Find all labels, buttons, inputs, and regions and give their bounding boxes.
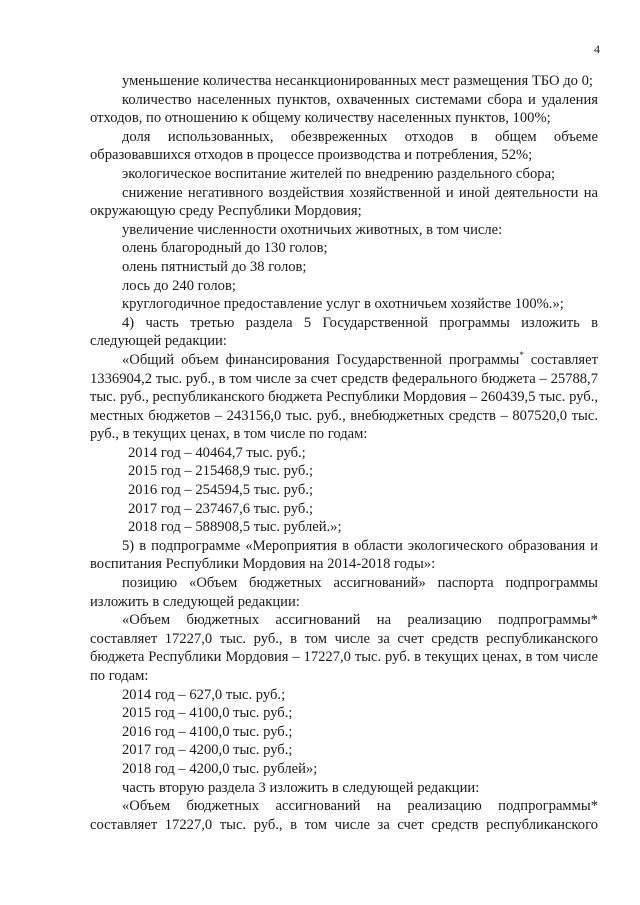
financing-paragraph: «Объем бюджетных ассигнований на реализацию подпрограммы* составляет 17227,0 тыс. руб., в том числе за счет средств республиканского — [90, 798, 598, 833]
paragraph: 4) часть третью раздела 5 Государственной программы изложить в следующей редакции: — [90, 314, 598, 350]
year-line: 2018 год – 588908,5 тыс. рублей.»; — [128, 519, 342, 536]
paragraph: лось до 240 голов; — [122, 277, 236, 294]
footnote-mark: * — [519, 350, 524, 361]
year-line: 2014 год – 40464,7 тыс. руб.; — [128, 444, 306, 461]
paragraph: доля использованных, обезвреженных отходов в общем объеме образовавшихся отходов в процессе производства и потребления, 52%; — [90, 128, 598, 164]
paragraph: олень благородный до 130 голов; — [122, 240, 328, 257]
paragraph: количество населенных пунктов, охваченных системами сбора и удаления отходов, по отношению к общему количеству населенных пунктов, 100%; — [90, 91, 598, 127]
year-line: 2014 год – 627,0 тыс. руб.; — [122, 686, 286, 703]
financing-text-after: составляет 1336904,2 тыс. руб., в том числе за счет средств федерального бюджета – 25788,7 тыс. руб., республиканского бюджета Республики Мордовия – 260439,5 тыс. руб., местных бюджетов – 243156,0 тыс. руб., внебюджетных средств – 807520,0 тыс. руб., в текущих ценах, в том числе по годам: — [90, 351, 598, 443]
financing-paragraph: «Объем бюджетных ассигнований на реализацию подпрограммы* составляет 17227,0 тыс. руб., в том числе за счет средств республиканского бюджета Республики Мордовия – 17227,0 тыс. руб. в текущих ценах, в том числе по годам: — [90, 612, 598, 684]
paragraph: олень пятнистый до 38 голов; — [122, 258, 307, 275]
paragraph: 5) в подпрограмме «Мероприятия в области экологического образования и воспитания Республики Мордовия на 2014-2018 годы»: — [90, 537, 598, 573]
year-line: 2017 год – 237467,6 тыс. руб.; — [128, 500, 314, 517]
paragraph: снижение негативного воздействия хозяйственной и иной деятельности на окружающую среду Республики Мордовия; — [90, 184, 598, 220]
year-line: 2016 год – 254594,5 тыс. руб.; — [128, 482, 314, 499]
document-body — [90, 72, 598, 834]
year-line: 2015 год – 4100,0 тыс. руб.; — [122, 705, 293, 722]
financing-paragraph — [90, 351, 598, 444]
year-line: 2016 год – 4100,0 тыс. руб.; — [122, 723, 293, 740]
year-line: 2018 год – 4200,0 тыс. рублей»; — [122, 760, 318, 777]
paragraph: экологическое воспитание жителей по внедрению раздельного сбора; — [122, 165, 556, 182]
paragraph: круглогодичное предоставление услуг в охотничьем хозяйстве 100%.»; — [122, 296, 564, 313]
financing-text-before: «Общий объем финансирования Государственной программы — [122, 351, 520, 368]
paragraph: часть вторую раздела 3 изложить в следующей редакции: — [122, 779, 480, 796]
page-number: 4 — [594, 42, 600, 56]
paragraph: позицию «Объем бюджетных ассигнований» паспорта подпрограммы изложить в следующей редакции: — [90, 575, 598, 610]
paragraph: увеличение численности охотничьих животных, в том числе: — [122, 221, 503, 238]
year-line: 2017 год – 4200,0 тыс. руб.; — [122, 742, 293, 759]
year-line: 2015 год – 215468,9 тыс. руб.; — [128, 463, 314, 480]
paragraph: уменьшение количества несанкционированных мест размещения ТБО до 0; — [122, 73, 593, 89]
